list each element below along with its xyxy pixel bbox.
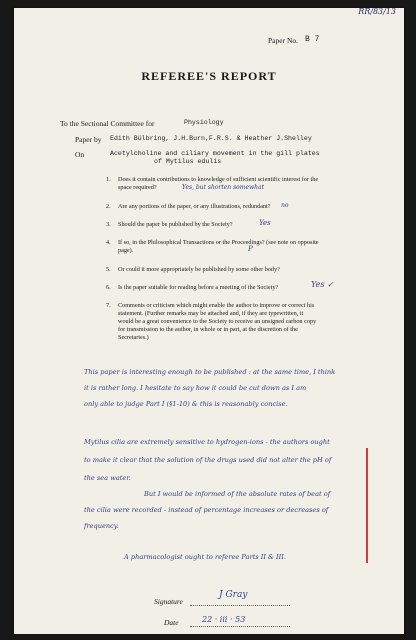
q5-number: 5. (106, 266, 111, 273)
on-value-line2: of Mytilus edulis (154, 158, 222, 165)
comment-line: it is rather long. I hesitate to say how it could be cut down as I am (84, 384, 307, 392)
answer-3: Yes (259, 219, 271, 227)
comment-line: to make it clear that the solution of the drugs used did not alter the pH of (84, 456, 332, 464)
signature-line (190, 605, 290, 606)
date-line (190, 626, 290, 627)
paper-by-label: Paper by (75, 135, 102, 144)
q7-number: 7. (106, 302, 111, 309)
comment-line: A pharmacologist ought to referee Parts II & III. (124, 553, 286, 561)
signature-label: Signature (154, 597, 183, 606)
answer-1: Yes, but shorten somewhat (182, 184, 264, 191)
date-label: Date (164, 618, 179, 627)
comment-line: the sea water. (84, 474, 131, 482)
comment-line: only able to judge Part I (§1-10) & this is reasonably concise. (84, 400, 288, 408)
report-sheet (14, 8, 404, 634)
signature-value: J Gray (219, 590, 248, 600)
q1-number: 1. (106, 176, 111, 183)
on-value-line1: Acetylcholine and ciliary movement in the gill plates (110, 150, 320, 157)
q7-text-4: for transmission to the author, in whole or in part, at the discretion of the (118, 326, 298, 333)
committee-value: Physiology (184, 119, 224, 126)
answer-6: Yes ✓ (311, 280, 334, 289)
comment-line: the cilia were recorded - instead of percentage increases or decreases of (84, 506, 329, 514)
comment-line: frequency. (84, 522, 119, 530)
reference-number: RR/83/13 (358, 8, 396, 16)
q6-number: 6. (106, 284, 111, 291)
answer-4: P (248, 245, 253, 253)
q2-text: Are any portions of the paper, or any illustrations, redundant? (118, 203, 271, 210)
on-label: On (75, 150, 85, 159)
q1-text-1: Does it contain contributions to knowledge of sufficient scientific interest for the (118, 176, 319, 183)
q7-text-1: Comments or criticism which might enable the author to improve or correct his (118, 302, 315, 309)
date-value: 22 · iii · 53 (202, 615, 246, 624)
q5-text: Or could it more appropriately be published by some other body? (118, 266, 280, 273)
comment-line: This paper is interesting enough to be published : at the same time, I think (84, 368, 336, 376)
answer-2: no (281, 202, 289, 209)
red-margin-line (366, 448, 368, 563)
comment-line: Mytilus cilia are extremely sensitive to hydrogen-ions - the authors ought (84, 438, 330, 446)
paper-by-value: Edith Bülbring, J.H.Burn,F.R.S. & Heather J.Shelley (110, 135, 312, 142)
q7-text-5: Secretaries.) (118, 334, 149, 341)
comment-line: But I would be informed of the absolute rates of beat of (144, 490, 331, 498)
paper-no-label: Paper No. (268, 36, 298, 45)
q2-number: 2. (106, 203, 111, 210)
paper-no-value: B 7 (305, 35, 320, 44)
report-title: REFEREE'S REPORT (141, 69, 277, 83)
q6-text: Is the paper suitable for reading before a meeting of the Society? (118, 284, 279, 291)
q1-text-2: space required? (118, 184, 157, 191)
q7-text-2: statement. (Further remarks may be attached and, if they are typewritten, it (118, 310, 304, 317)
q3-text: Should the paper be published by the Society? (118, 221, 233, 228)
committee-label: To the Sectional Committee for (60, 119, 155, 128)
q4-text-1: If so, in the Philosophical Transactions or the Proceedings? (see note on opposite (118, 239, 319, 246)
q3-number: 3. (106, 221, 111, 228)
q4-number: 4. (106, 239, 111, 246)
q7-text-3: would be a great convenience to the Society to receive an unsigned carbon copy (118, 318, 317, 325)
q4-text-2: page). (118, 247, 134, 254)
